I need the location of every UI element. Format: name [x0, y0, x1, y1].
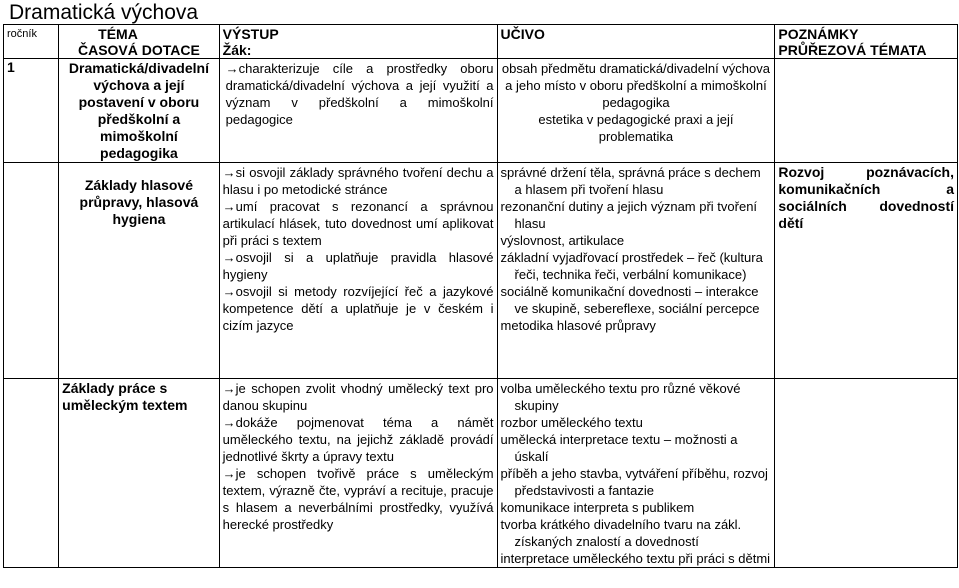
header-tema-label: TÉMA [98, 26, 138, 42]
row2-vystup [219, 163, 497, 379]
list-item: volba uměleckého textu pro různé věkové skupiny [500, 381, 741, 413]
row1-poznamky [775, 59, 958, 163]
list-item: →umí pracovat s rezonancí a správnou artikulací hlásek, tuto dovednost umí aplikovat při práci s textem [222, 199, 494, 248]
list-item: interpretace uměleckého textu při práci s dětmi [500, 551, 771, 566]
header-prurezova-label: PRŮŘEZOVÁ TÉMATA [778, 42, 927, 58]
row2-poznamky: Rozvoj poznávacích, komunikačních a sociálních dovedností dětí [775, 163, 958, 379]
row1-vystup [219, 59, 497, 163]
arrow-right-icon: → [222, 466, 236, 481]
header-casova-dotace: ČASOVÁ DOTACE [77, 42, 200, 58]
row3-vystup [219, 379, 497, 568]
header-vystup [219, 25, 497, 59]
header-rocnik: ročník [4, 25, 59, 59]
list-item: obsah předmětu dramatická/divadelní výchova a jeho místo v oboru předškolní a mimoškolní pedagogika [501, 61, 770, 110]
list-item: základní vyjadřovací prostředek – řeč (kultura řeči, technika řeči, verbální komunikace) [500, 250, 763, 282]
list-item: rezonanční dutiny a jejich význam při tvoření hlasu [500, 199, 758, 231]
list-item: umělecká interpretace textu – možnosti a úskalí [500, 432, 738, 464]
list-item: →osvojil si metody rozvíjející řeč a jazykové kompetence dětí a uplatňuje je v českém i cizím jazyce [222, 284, 494, 333]
list-item: →dokáže pojmenovat téma a námět uměleckého textu, na jejichž základě provádí jednotlivé škrty a úpravy textu [222, 415, 494, 464]
arrow-right-icon: → [222, 199, 236, 214]
list-item: příběh a jeho stavba, vytváření příběhu, rozvoj představivosti a fantazie [500, 466, 768, 498]
arrow-right-icon: → [222, 284, 236, 299]
arrow-right-icon: → [222, 415, 236, 430]
list-item: sociálně komunikační dovednosti – interakce ve skupině, sebereflexe, sociální percepce [500, 284, 760, 316]
row3-rocnik [4, 379, 59, 568]
list-item: správné držení těla, správná práce s dechem a hlasem při tvoření hlasu [500, 165, 761, 197]
list-item: →je schopen zvolit vhodný umělecký text pro danou skupinu [222, 381, 494, 413]
row1-rocnik: 1 [4, 59, 59, 163]
arrow-right-icon: → [222, 250, 236, 265]
list-item: komunikace interpreta s publikem [500, 500, 695, 515]
page-title: Dramatická výchova [9, 1, 199, 24]
list-item: estetika v pedagogické praxi a její problematika [538, 112, 734, 144]
header-ucivo: UČIVO [497, 25, 775, 59]
list-item: metodika hlasové průpravy [500, 318, 656, 333]
row3-tema: Základy práce s uměleckým textem [59, 379, 220, 568]
table-row [4, 163, 958, 379]
header-poznamky [775, 25, 958, 59]
curriculum-table [3, 24, 958, 568]
arrow-right-icon: → [222, 381, 236, 396]
table-header-row [4, 25, 958, 59]
row1-tema: Dramatická/divadelní výchova a její postavení v oboru předškolní a mimoškolní pedagogika [59, 59, 220, 163]
header-tema [59, 25, 220, 59]
list-item: →si osvojil základy správného tvoření dechu a hlasu i po metodické stránce [222, 165, 494, 197]
list-item: →charakterizuje cíle a prostředky oboru dramatická/divadelní výchova a její využití a význam v předškolní a mimoškolní pedagogice [225, 61, 494, 127]
row2-rocnik [4, 163, 59, 379]
arrow-right-icon: → [225, 61, 239, 76]
list-item: výslovnost, artikulace [500, 233, 625, 248]
row3-ucivo [497, 379, 775, 568]
list-item: tvorba krátkého divadelního tvaru na zákl. získaných znalostí a dovedností [500, 517, 742, 549]
row2-ucivo [497, 163, 775, 379]
header-poznamky-label: POZNÁMKY [778, 26, 859, 42]
table-row [4, 59, 958, 163]
header-zak-label: Žák: [222, 42, 252, 58]
row1-ucivo [497, 59, 775, 163]
row3-poznamky [775, 379, 958, 568]
list-item: rozbor uměleckého textu [500, 415, 643, 430]
list-item: →osvojil si a uplatňuje pravidla hlasové hygieny [222, 250, 494, 282]
header-vystup-label: VÝSTUP [222, 26, 279, 42]
table-row [4, 379, 958, 568]
arrow-right-icon: → [222, 165, 236, 180]
row2-tema: Základy hlasové průpravy, hlasová hygiena [59, 163, 220, 379]
list-item: →je schopen tvořivě práce s uměleckým textem, výrazně čte, vypráví a recituje, pracuje s hlasem a neverbálními prostředky, využívá herecké prostředky [222, 466, 494, 532]
